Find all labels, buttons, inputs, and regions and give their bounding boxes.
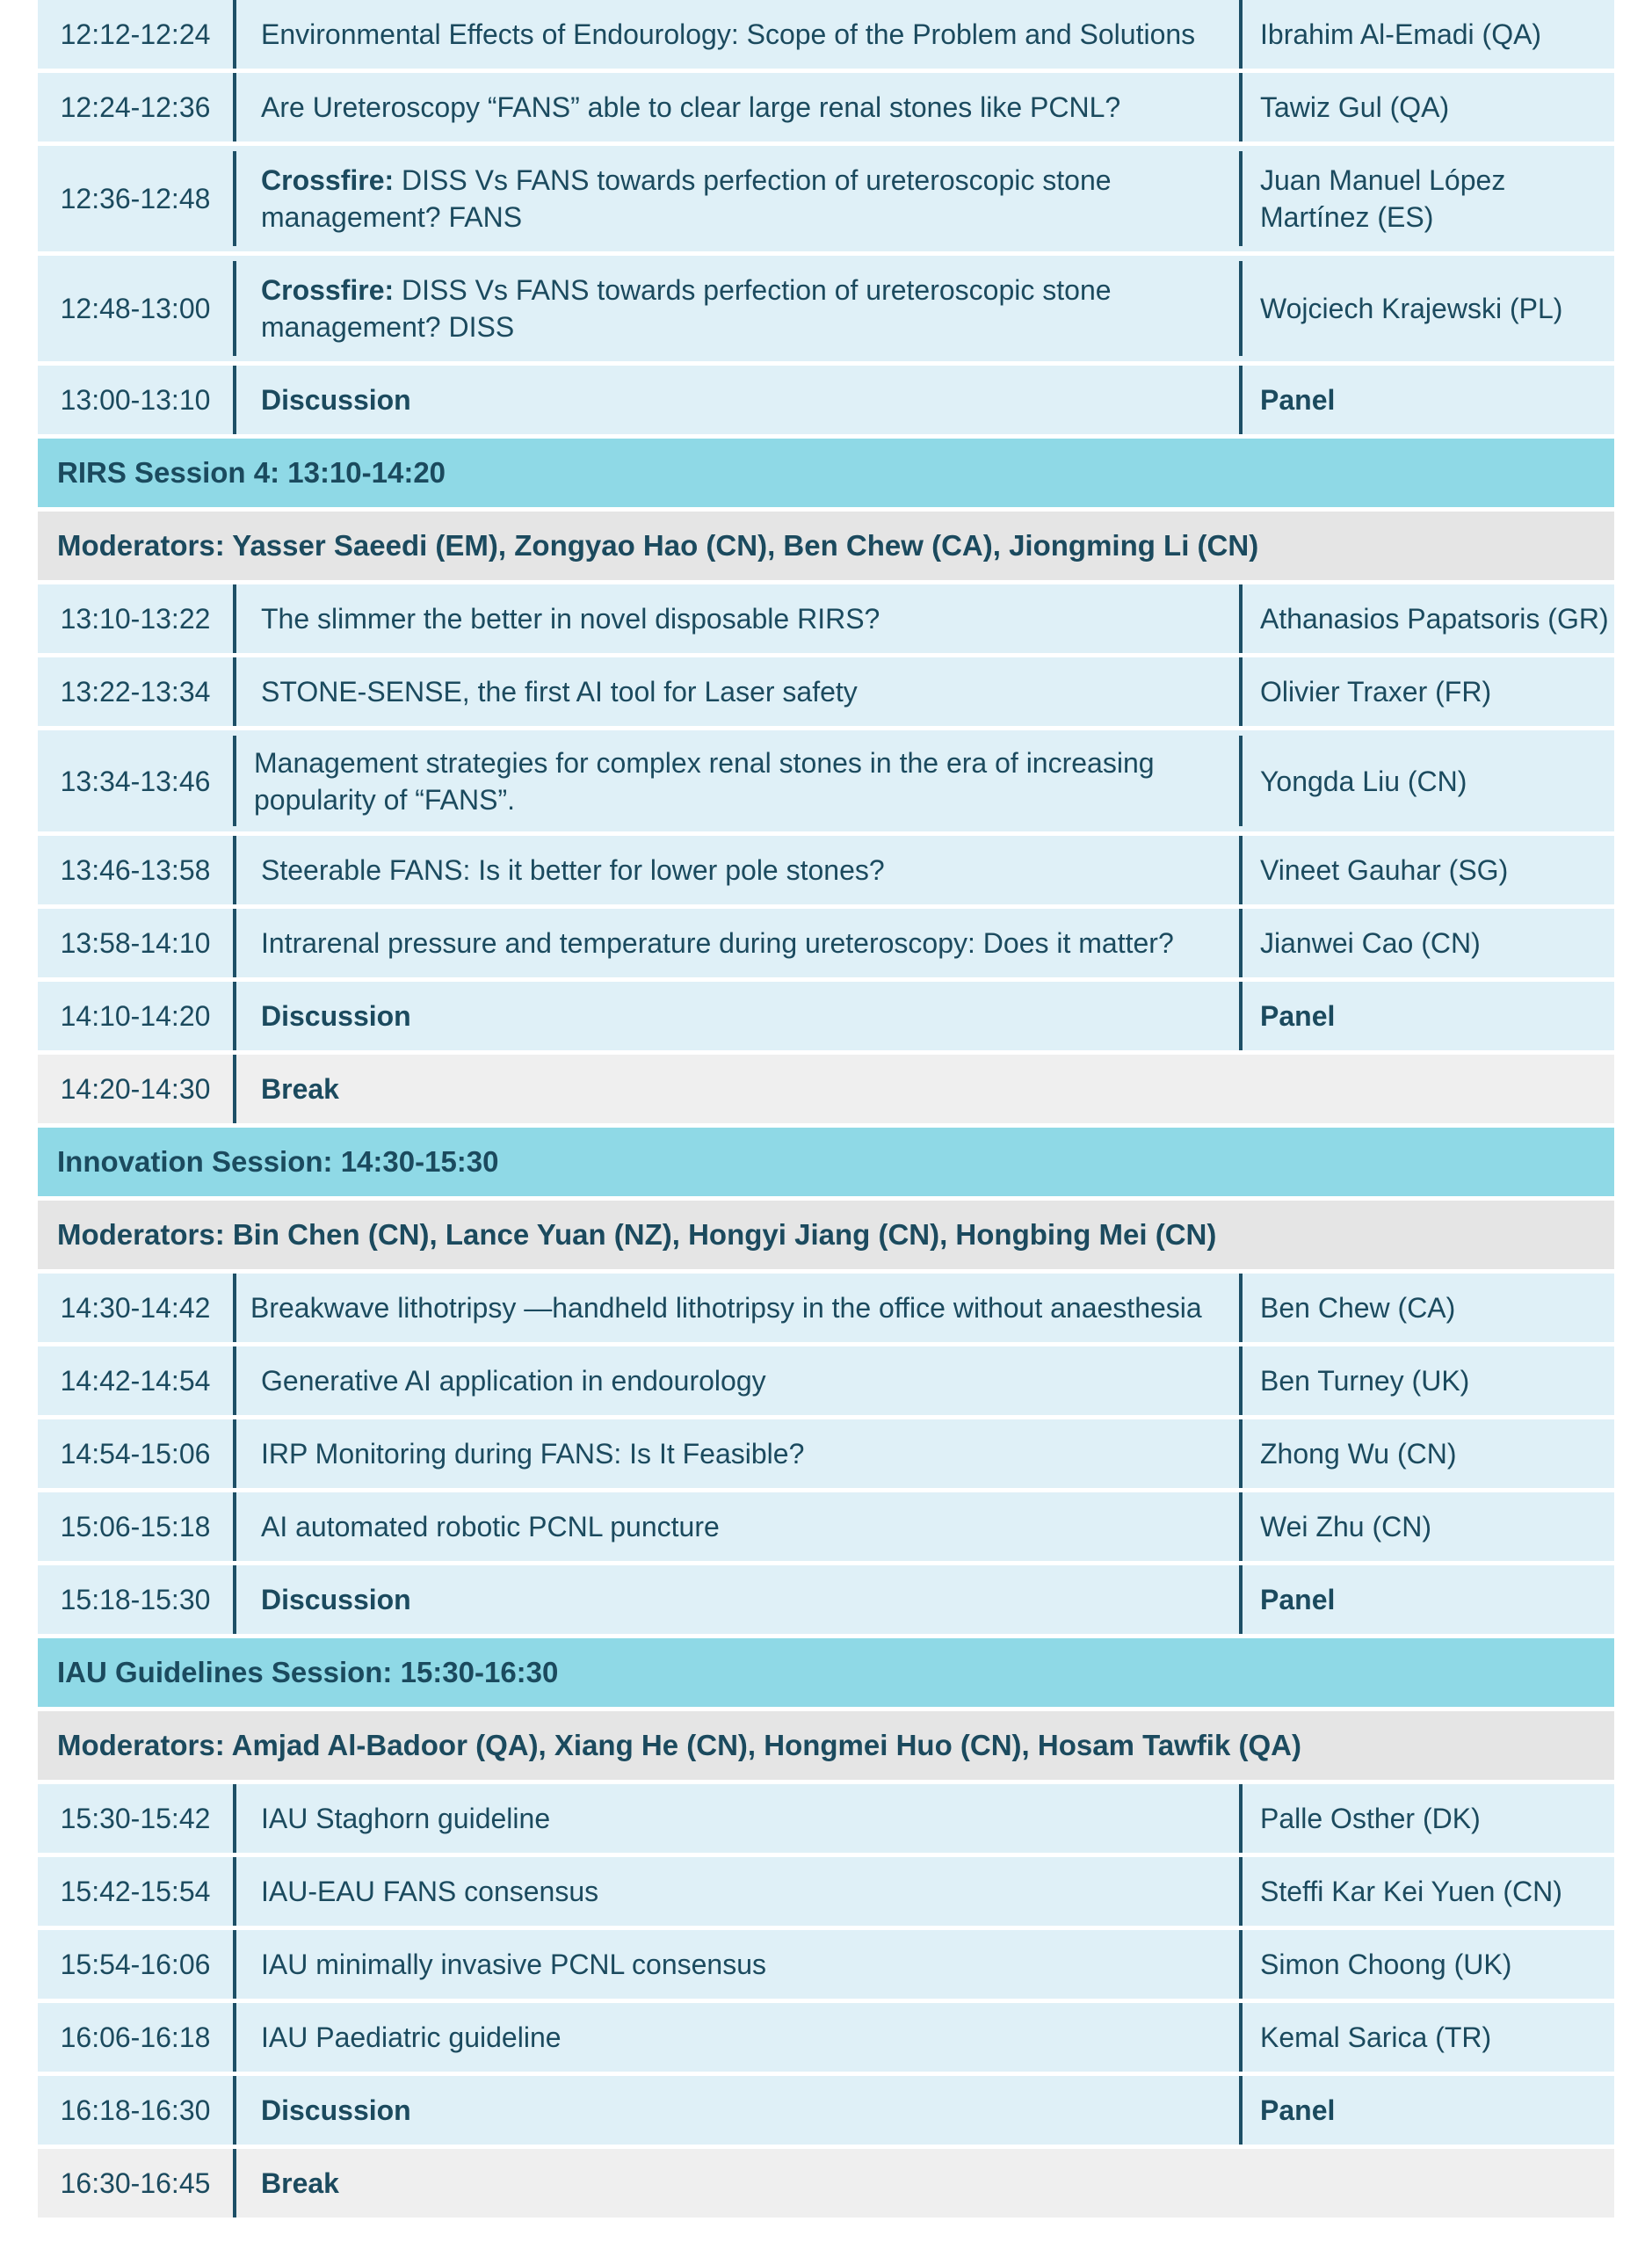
speaker-name: Panel xyxy=(1239,1565,1614,1634)
speaker-name: Panel xyxy=(1239,2076,1614,2145)
discussion-row xyxy=(38,1565,1614,1634)
time-cell: 14:42-14:54 xyxy=(60,1365,211,1397)
time-cell: 12:12-12:24 xyxy=(60,18,211,50)
time-cell: 13:34-13:46 xyxy=(60,765,211,797)
talk-title: Environmental Effects of Endourology: Scope of the Problem and Solutions xyxy=(233,0,1239,69)
time-cell: 13:00-13:10 xyxy=(60,384,211,416)
talk-title: Management strategies for complex renal stones in the era of increasing popularity of “FANS”. xyxy=(233,736,1239,826)
speaker-name: Vineet Gauhar (SG) xyxy=(1239,836,1614,904)
time-cell: 13:58-14:10 xyxy=(60,927,211,959)
time-cell: 14:30-14:42 xyxy=(60,1292,211,1324)
time-cell: 15:54-16:06 xyxy=(60,1949,211,1980)
speaker-name: Panel xyxy=(1239,982,1614,1050)
time-cell: 12:36-12:48 xyxy=(60,183,211,214)
speaker-name: Palle Osther (DK) xyxy=(1239,1784,1614,1853)
break-label: Break xyxy=(233,1055,1614,1123)
talk-title: IAU-EAU FANS consensus xyxy=(233,1857,1239,1926)
time-cell: 16:30-16:45 xyxy=(60,2167,211,2199)
schedule-row xyxy=(38,1274,1614,1342)
speaker-name: Zhong Wu (CN) xyxy=(1239,1419,1614,1488)
time-cell: 16:18-16:30 xyxy=(60,2094,211,2126)
schedule-table xyxy=(38,0,1614,2222)
speaker-name: Tawiz Gul (QA) xyxy=(1239,73,1614,142)
speaker-name: Simon Choong (UK) xyxy=(1239,1930,1614,1999)
speaker-name: Wojciech Krajewski (PL) xyxy=(1239,261,1614,356)
time-cell: 14:10-14:20 xyxy=(60,1000,211,1032)
time-cell: 14:20-14:30 xyxy=(60,1073,211,1105)
talk-title: Intrarenal pressure and temperature during ureteroscopy: Does it matter? xyxy=(233,909,1239,977)
discussion-row xyxy=(38,2076,1614,2145)
talk-title: Discussion xyxy=(233,982,1239,1050)
schedule-row xyxy=(38,730,1614,831)
talk-title: Steerable FANS: Is it better for lower pole stones? xyxy=(233,836,1239,904)
schedule-row xyxy=(38,657,1614,726)
talk-title: IAU minimally invasive PCNL consensus xyxy=(233,1930,1239,1999)
talk-title: AI automated robotic PCNL puncture xyxy=(233,1492,1239,1561)
moderators-row: Moderators: Amjad Al-Badoor (QA), Xiang He (CN), Hongmei Huo (CN), Hosam Tawfik (QA) xyxy=(38,1711,1614,1780)
time-cell: 12:48-13:00 xyxy=(60,293,211,324)
time-cell: 13:22-13:34 xyxy=(60,676,211,708)
schedule-row xyxy=(38,1784,1614,1853)
discussion-row xyxy=(38,982,1614,1050)
talk-title xyxy=(233,261,1239,356)
time-cell: 13:46-13:58 xyxy=(60,854,211,886)
talk-title: The slimmer the better in novel disposable RIRS? xyxy=(233,584,1239,653)
speaker-name: Steffi Kar Kei Yuen (CN) xyxy=(1239,1857,1614,1926)
session-header: IAU Guidelines Session: 15:30-16:30 xyxy=(38,1638,1614,1707)
session-header: RIRS Session 4: 13:10-14:20 xyxy=(38,439,1614,507)
moderators-row: Moderators: Yasser Saeedi (EM), Zongyao Hao (CN), Ben Chew (CA), Jiongming Li (CN) xyxy=(38,512,1614,580)
talk-title: Generative AI application in endourology xyxy=(233,1346,1239,1415)
time-cell: 15:42-15:54 xyxy=(60,1876,211,1907)
crossfire-label: Crossfire: xyxy=(261,274,395,306)
time-cell: 15:18-15:30 xyxy=(60,1584,211,1615)
speaker-name: Athanasios Papatsoris (GR) xyxy=(1239,584,1614,653)
schedule-row xyxy=(38,584,1614,653)
talk-title: IAU Staghorn guideline xyxy=(233,1784,1239,1853)
talk-title: Discussion xyxy=(233,2076,1239,2145)
break-row xyxy=(38,2149,1614,2217)
speaker-name: Ben Turney (UK) xyxy=(1239,1346,1614,1415)
talk-title: IRP Monitoring during FANS: Is It Feasible? xyxy=(233,1419,1239,1488)
moderators-row: Moderators: Bin Chen (CN), Lance Yuan (NZ), Hongyi Jiang (CN), Hongbing Mei (CN) xyxy=(38,1201,1614,1269)
time-cell: 16:06-16:18 xyxy=(60,2021,211,2053)
speaker-name: Jianwei Cao (CN) xyxy=(1239,909,1614,977)
speaker-name: Yongda Liu (CN) xyxy=(1239,736,1614,826)
schedule-row xyxy=(38,909,1614,977)
discussion-row xyxy=(38,366,1614,434)
schedule-row xyxy=(38,1492,1614,1561)
speaker-name: Panel xyxy=(1239,366,1614,434)
talk-title: Discussion xyxy=(233,366,1239,434)
schedule-row xyxy=(38,836,1614,904)
time-cell: 13:10-13:22 xyxy=(60,603,211,635)
break-label: Break xyxy=(233,2149,1614,2217)
talk-title-text: DISS Vs FANS towards perfection of ureteroscopic stone management? FANS xyxy=(261,164,1112,233)
speaker-name: Ibrahim Al-Emadi (QA) xyxy=(1239,0,1614,69)
time-cell: 14:54-15:06 xyxy=(60,1438,211,1470)
schedule-row xyxy=(38,1930,1614,1999)
session-header: Innovation Session: 14:30-15:30 xyxy=(38,1128,1614,1196)
crossfire-label: Crossfire: xyxy=(261,164,395,196)
talk-title: Discussion xyxy=(233,1565,1239,1634)
schedule-row xyxy=(38,73,1614,142)
speaker-name: Olivier Traxer (FR) xyxy=(1239,657,1614,726)
speaker-name: Kemal Sarica (TR) xyxy=(1239,2003,1614,2072)
talk-title: Are Ureteroscopy “FANS” able to clear large renal stones like PCNL? xyxy=(233,73,1239,142)
schedule-row xyxy=(38,1419,1614,1488)
schedule-row xyxy=(38,1346,1614,1415)
schedule-row xyxy=(38,0,1614,69)
schedule-row xyxy=(38,2003,1614,2072)
talk-title: STONE-SENSE, the first AI tool for Laser safety xyxy=(233,657,1239,726)
schedule-row xyxy=(38,256,1614,361)
talk-title: Breakwave lithotripsy —handheld lithotripsy in the office without anaesthesia xyxy=(233,1274,1239,1342)
talk-title xyxy=(233,151,1239,246)
schedule-row xyxy=(38,1857,1614,1926)
time-cell: 15:06-15:18 xyxy=(60,1511,211,1542)
speaker-name: Juan Manuel López Martínez (ES) xyxy=(1239,151,1614,246)
schedule-row xyxy=(38,146,1614,251)
talk-title-text: DISS Vs FANS towards perfection of ureteroscopic stone management? DISS xyxy=(261,274,1112,343)
speaker-name: Ben Chew (CA) xyxy=(1239,1274,1614,1342)
speaker-name: Wei Zhu (CN) xyxy=(1239,1492,1614,1561)
break-row xyxy=(38,1055,1614,1123)
talk-title: IAU Paediatric guideline xyxy=(233,2003,1239,2072)
time-cell: 12:24-12:36 xyxy=(60,91,211,123)
time-cell: 15:30-15:42 xyxy=(60,1803,211,1834)
